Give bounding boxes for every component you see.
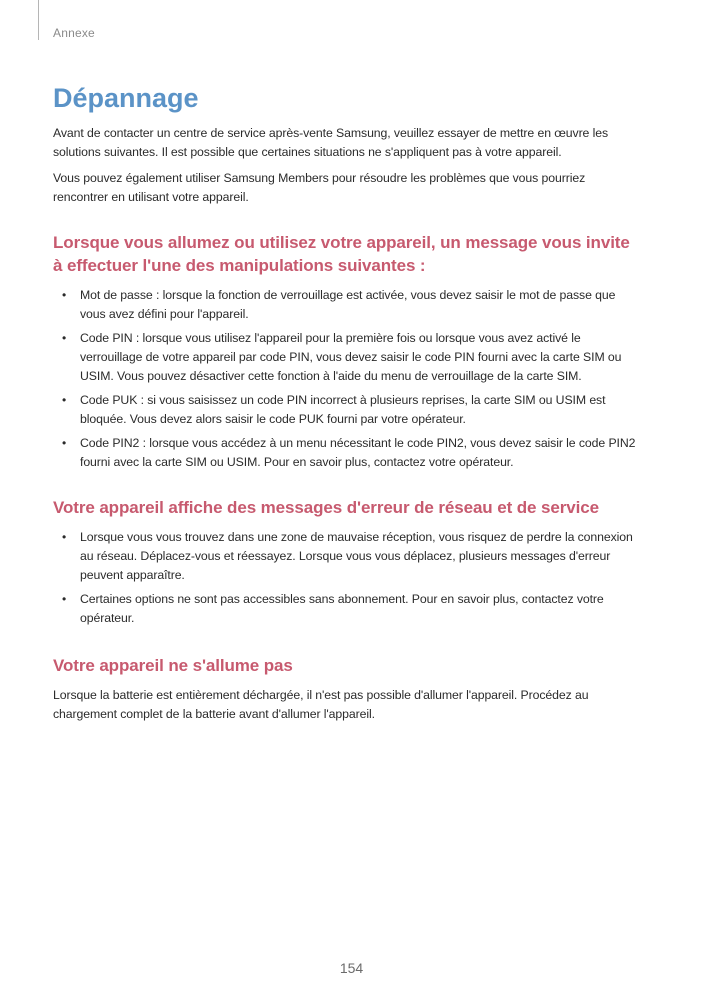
page-title: Dépannage	[53, 83, 199, 113]
header-margin-rule	[38, 0, 39, 40]
section-heading-network-errors: Votre appareil affiche des messages d'erreur de réseau et de service	[53, 498, 599, 517]
page-number: 154	[339, 960, 364, 976]
bullet-icon: •	[62, 592, 67, 606]
list-item-text: Mot de passe : lorsque la fonction de verrouillage est activée, vous devez saisir le mot de passe que vous avez défini pour l'appareil.	[80, 288, 616, 321]
list-item-text: Lorsque vous vous trouvez dans une zone de mauvaise réception, vous risquez de perdre la connexion au réseau. Déplacez-vous et réessayez. Lorsque vous vous déplacez, plusieurs messages d'erreur peuvent apparaître.	[80, 530, 633, 582]
bullet-icon: •	[62, 393, 67, 407]
bullet-icon: •	[62, 436, 67, 450]
section-heading-device-wont-turn-on: Votre appareil ne s'allume pas	[53, 656, 293, 675]
list-item-text: Certaines options ne sont pas accessibles sans abonnement. Pour en savoir plus, contactez votre opérateur.	[80, 592, 604, 625]
list-item	[53, 286, 643, 324]
section-heading-unlock-prompts: Lorsque vous allumez ou utilisez votre appareil, un message vous invite à effectuer l'une des manipulations suivantes :	[53, 233, 630, 275]
bullet-icon: •	[62, 288, 67, 302]
list-item-text: Code PUK : si vous saisissez un code PIN incorrect à plusieurs reprises, la carte SIM ou USIM est bloquée. Vous devez alors saisir le code PUK fourni par votre opérateur.	[80, 393, 606, 426]
running-header: Annexe	[53, 26, 95, 40]
section-paragraph: Lorsque la batterie est entièrement déchargée, il n'est pas possible d'allumer l'appareil. Procédez au chargement complet de la batterie avant d'allumer l'appareil.	[53, 688, 589, 721]
list-item	[53, 391, 643, 429]
bullet-icon: •	[62, 530, 67, 544]
unlock-prompts-list	[53, 286, 643, 472]
list-item	[53, 590, 643, 628]
intro-paragraph: Vous pouvez également utiliser Samsung Members pour résoudre les problèmes que vous pourriez rencontrer en utilisant votre appareil.	[53, 171, 586, 204]
list-item-text: Code PIN : lorsque vous utilisez l'appareil pour la première fois ou lorsque vous avez activé le verrouillage de votre appareil par code PIN, vous devez saisir le code PIN fourni avec la carte SIM ou USIM. Vous pouvez désactiver cette fonction à l'aide du menu de verrouillage de la carte SIM.	[80, 331, 622, 383]
list-item	[53, 528, 643, 585]
network-errors-list	[53, 528, 643, 628]
list-item	[53, 329, 643, 386]
list-item	[53, 434, 643, 472]
bullet-icon: •	[62, 331, 67, 345]
list-item-text: Code PIN2 : lorsque vous accédez à un menu nécessitant le code PIN2, vous devez saisir le code PIN2 fourni avec la carte SIM ou USIM. Pour en savoir plus, contactez votre opérateur.	[80, 436, 636, 469]
intro-paragraph: Avant de contacter un centre de service après-vente Samsung, veuillez essayer de mettre en œuvre les solutions suivantes. Il est possible que certaines situations ne s'appliquent pas à votre appareil.	[53, 126, 609, 159]
page-content	[53, 80, 643, 731]
